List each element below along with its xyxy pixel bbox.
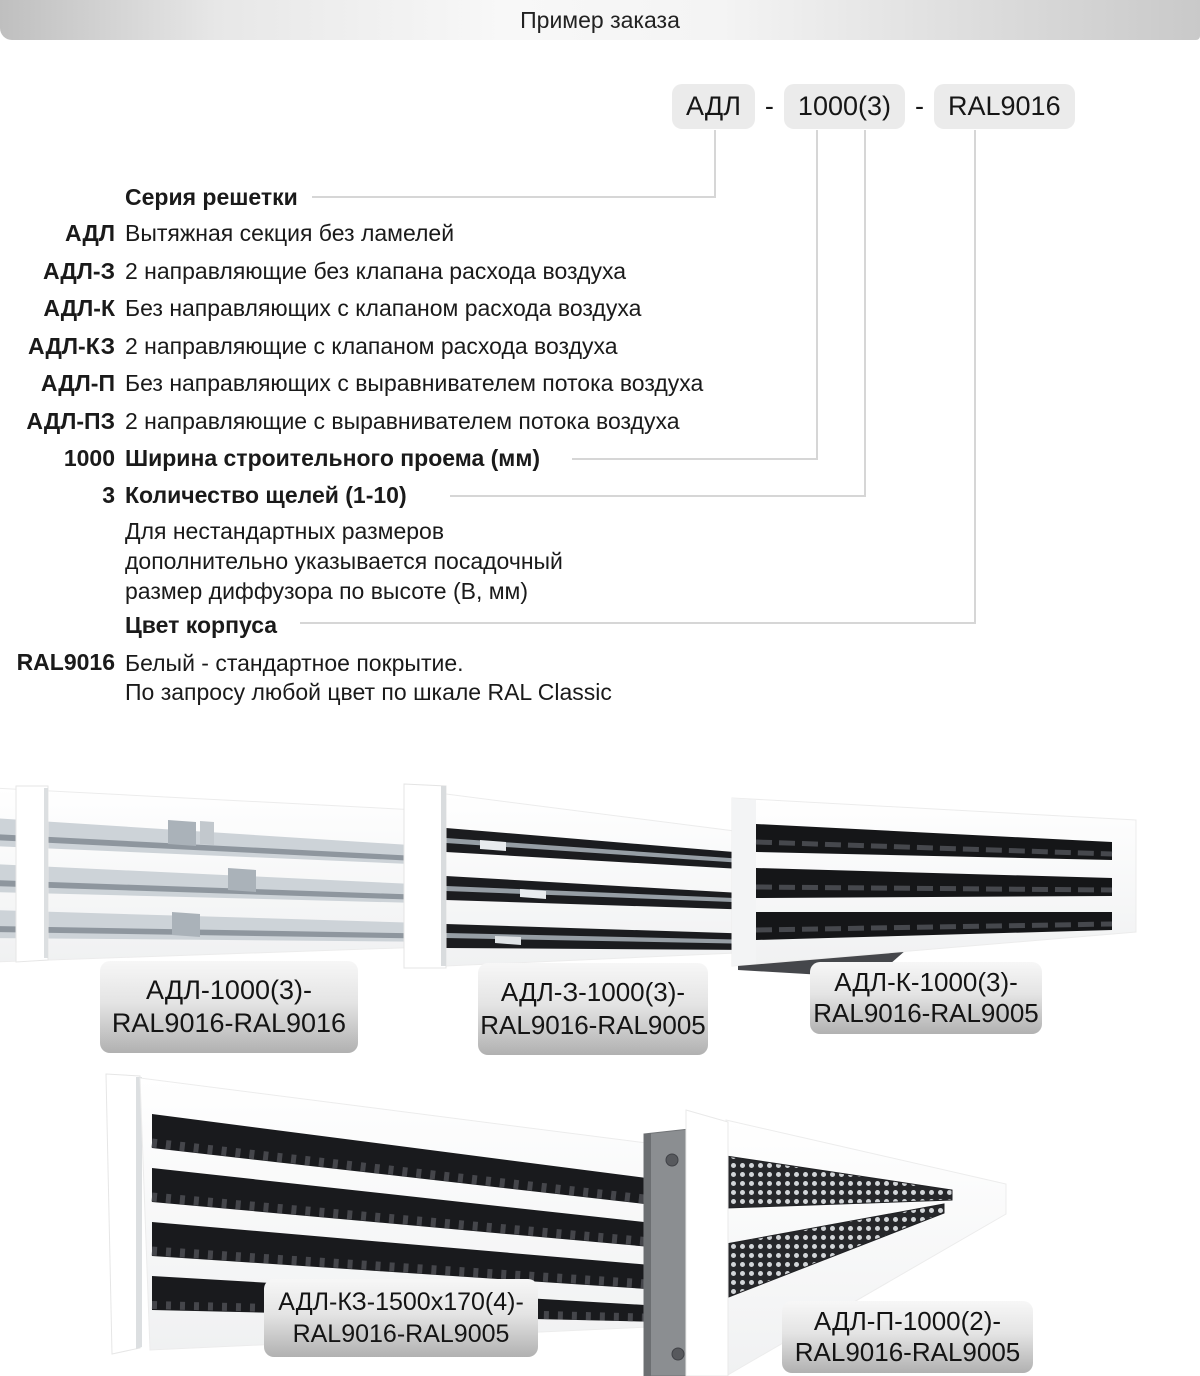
order-code-series-box: АДЛ bbox=[672, 84, 755, 129]
product-label-line2: RAL9016-RAL9005 bbox=[292, 1320, 510, 1348]
color-desc-line1: Белый - стандартное покрытие. bbox=[125, 650, 464, 676]
legend-desc: Без направляющих с клапаном расхода воздуха bbox=[125, 295, 642, 322]
product-label-adlp bbox=[782, 1301, 1033, 1373]
color-heading: Цвет корпуса bbox=[125, 612, 278, 638]
grille-photo-adlk bbox=[732, 798, 1136, 978]
product-label-adlkz bbox=[264, 1279, 538, 1357]
order-code-separator: - bbox=[915, 91, 924, 121]
product-label-line2: RAL9016-RAL9016 bbox=[111, 1008, 347, 1038]
legend-desc: 2 направляющие с выравнивателем потока воздуха bbox=[125, 407, 680, 434]
product-label-line1: АДЛ-КЗ-1500х170(4)- bbox=[278, 1288, 524, 1316]
legend-desc: Вытяжная секция без ламелей bbox=[125, 220, 455, 247]
product-label-line1: АДЛ-1000(3)- bbox=[146, 975, 312, 1005]
legend-desc: 2 направляющие с клапаном расхода воздуха bbox=[125, 332, 618, 359]
legend-code: АДЛ-З bbox=[42, 257, 115, 284]
legend-code: АДЛ bbox=[65, 220, 115, 247]
order-code-color-box: RAL9016 bbox=[934, 84, 1075, 129]
note-line: дополнительно указывается посадочный bbox=[125, 548, 563, 574]
order-code-size-box: 1000(3) bbox=[784, 84, 905, 129]
product-label-line1: АДЛ-П-1000(2)- bbox=[813, 1306, 1002, 1336]
legend-desc: Без направляющих с выравнивателем потока воздуха bbox=[125, 370, 704, 397]
note-line: Для нестандартных размеров bbox=[125, 518, 445, 544]
product-label-adl bbox=[100, 961, 358, 1053]
legend-code: АДЛ-П bbox=[40, 370, 115, 397]
product-label-adlk bbox=[810, 962, 1042, 1034]
legend-desc: Количество щелей (1-10) bbox=[125, 482, 407, 508]
color-desc-line2: По запросу любой цвет по шкале RAL Classic bbox=[125, 679, 612, 705]
product-label-line1: АДЛ-К-1000(3)- bbox=[834, 967, 1018, 997]
legend-desc: 2 направляющие без клапана расхода воздуха bbox=[125, 257, 626, 284]
order-code-separator: - bbox=[764, 91, 774, 121]
series-heading: Серия решетки bbox=[125, 183, 298, 210]
legend-code: АДЛ-К bbox=[43, 295, 115, 322]
legend-desc: Ширина строительного проема (мм) bbox=[125, 445, 540, 471]
grille-photo-adl3 bbox=[404, 784, 758, 968]
product-label-line1: АДЛ-З-1000(3)- bbox=[500, 977, 686, 1007]
screw-icon bbox=[672, 1348, 684, 1360]
header-title: Пример заказа bbox=[520, 6, 680, 33]
product-label-line2: RAL9016-RAL9005 bbox=[480, 1010, 706, 1040]
screw-icon bbox=[666, 1154, 678, 1166]
product-label-adl3 bbox=[478, 963, 708, 1055]
grille-photo-adl bbox=[0, 786, 456, 962]
note-line: размер диффузора по высоте (В, мм) bbox=[125, 578, 529, 604]
legend-code: RAL9016 bbox=[16, 649, 115, 675]
product-label-line2: RAL9016-RAL9005 bbox=[794, 1337, 1021, 1367]
product-label-line2: RAL9016-RAL9005 bbox=[813, 998, 1039, 1028]
legend-code: 3 bbox=[102, 482, 115, 508]
legend-code: АДЛ-КЗ bbox=[28, 332, 115, 359]
legend-code: АДЛ-ПЗ bbox=[26, 407, 115, 434]
legend-code: 1000 bbox=[63, 445, 115, 471]
